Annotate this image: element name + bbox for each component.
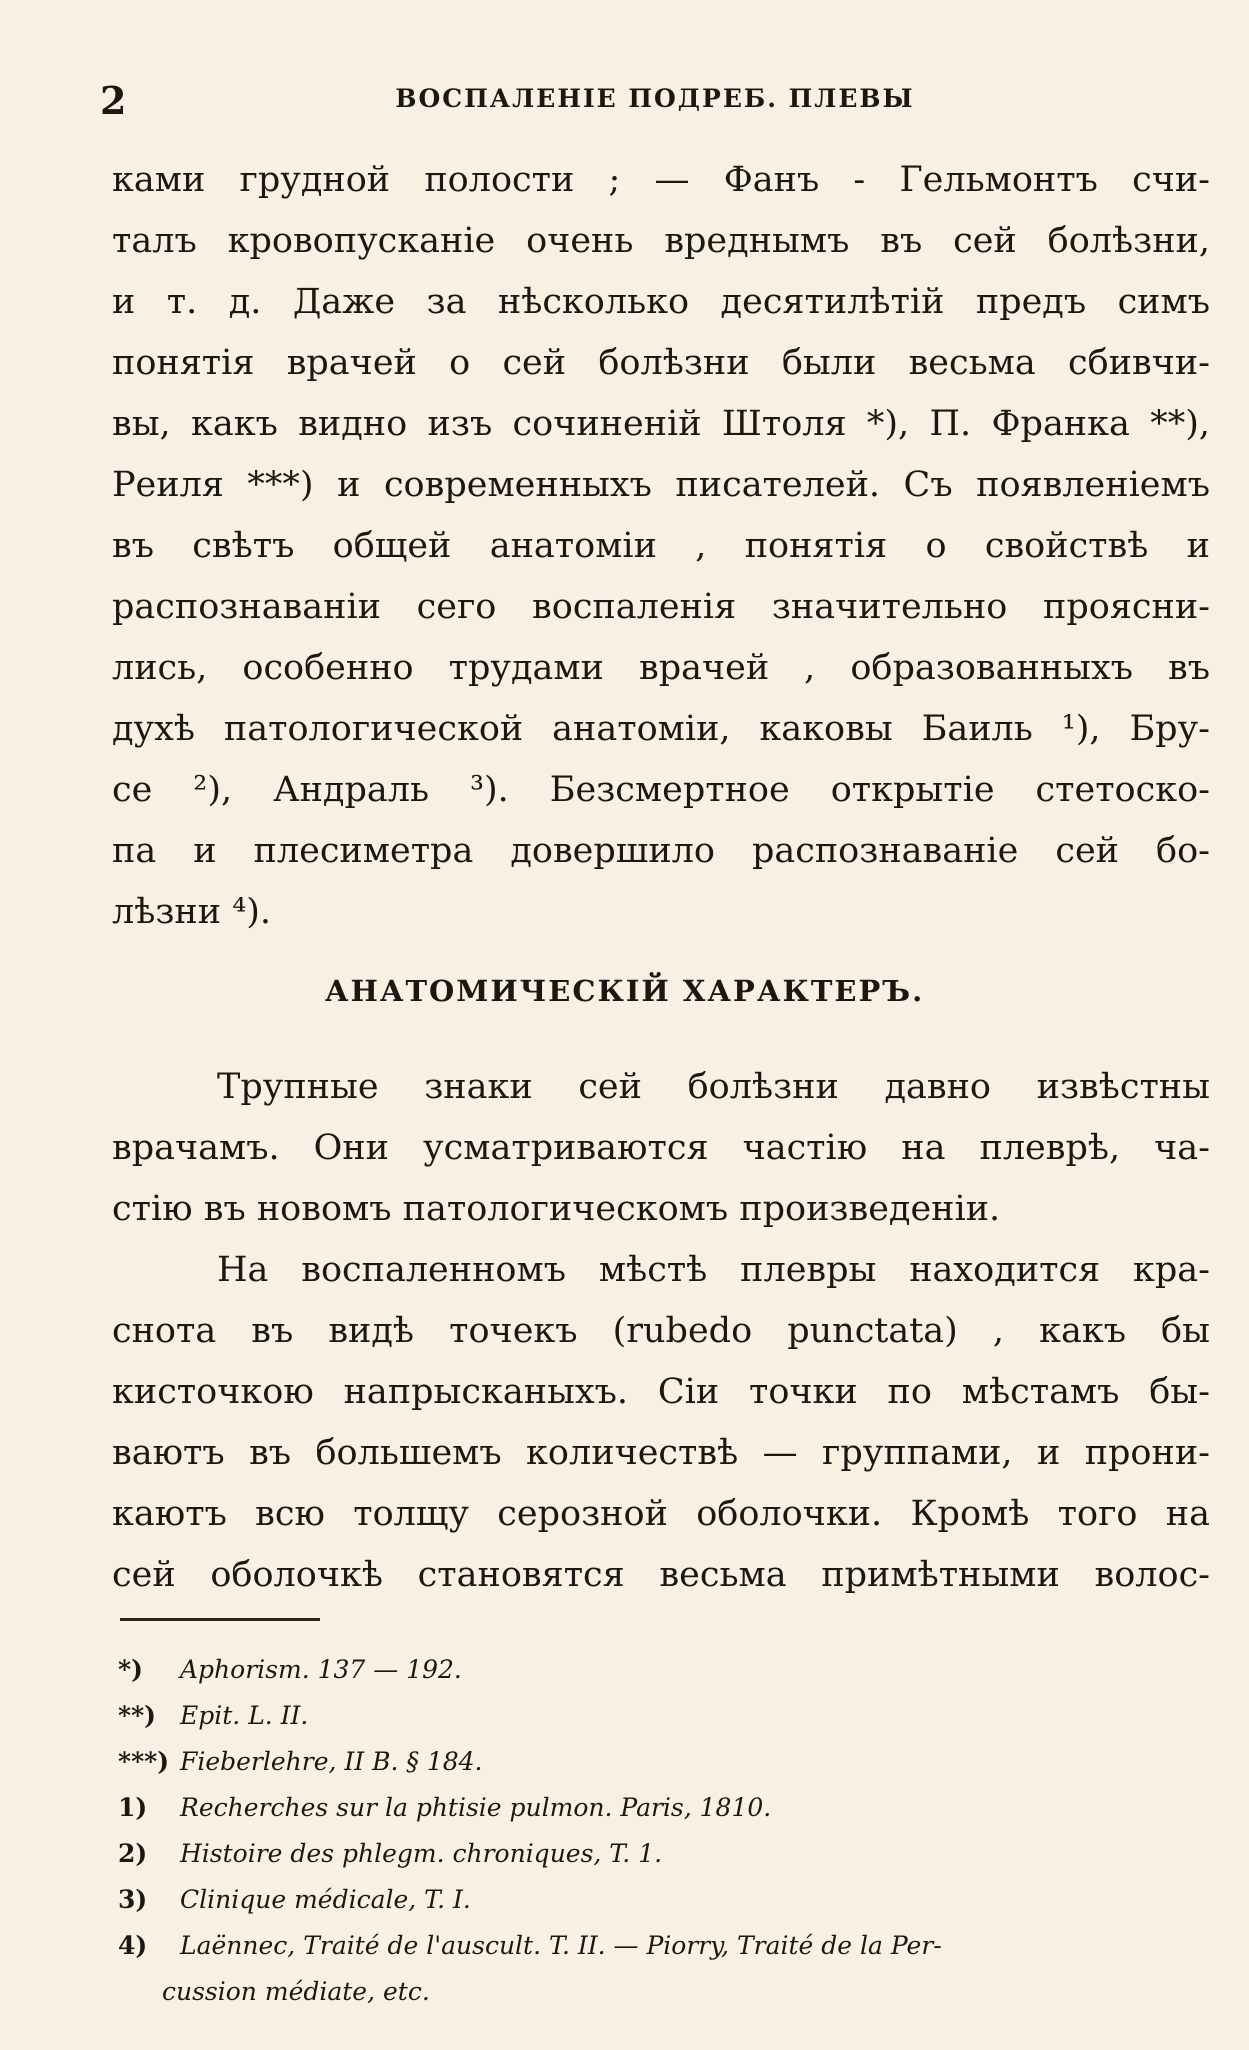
text-line: духѣ патологической анатоміи, каковы Баиль ¹), Бру- (112, 709, 1210, 749)
footnote-continuation (118, 1969, 1218, 2015)
footnote-text: Clinique médicale, T. I. (180, 1885, 471, 1914)
text-line: ками грудной полости ; — Фанъ - Гельмонтъ счи- (112, 160, 1210, 200)
text-line: въ свѣтъ общей анатоміи , понятія о свойствѣ и (112, 526, 1210, 566)
text-line: На воспаленномъ мѣстѣ плевры находится кра- (217, 1250, 1210, 1290)
footnote (118, 1923, 1218, 1969)
text-line: Трупные знаки сей болѣзни давно извѣстны (217, 1067, 1210, 1107)
footnote (118, 1831, 1218, 1877)
text-line: лись, особенно трудами врачей , образованныхъ въ (112, 648, 1210, 688)
footnote (118, 1647, 1218, 1693)
footnote-mark: 1) (118, 1793, 148, 1822)
footnote (118, 1739, 1218, 1785)
footnote-mark: 4) (118, 1931, 148, 1960)
footnote-text: Epit. L. II. (180, 1701, 309, 1730)
text-line: Реиля ***) и современныхъ писателей. Съ появленіемъ (112, 465, 1210, 505)
text-line: талъ кровопусканіе очень вреднымъ въ сей болѣзни, (112, 221, 1210, 261)
footnote-rule (120, 1618, 320, 1621)
footnote-text: Histoire des phlegm. chroniques, T. 1. (180, 1839, 663, 1868)
footnote-text: Fieberlehre, II B. § 184. (180, 1747, 483, 1776)
page-header (100, 78, 1210, 128)
text-line: ваютъ въ большемъ количествѣ — группами, и прони- (112, 1433, 1210, 1473)
footnote-mark: **) (118, 1701, 156, 1730)
text-line: снота въ видѣ точекъ (rubedo punctata) , какъ бы (112, 1311, 1210, 1351)
text-line: и т. д. Даже за нѣсколько десятилѣтій предъ симъ (112, 282, 1210, 322)
footnote-mark: ***) (118, 1747, 170, 1776)
text-line: лѣзни ⁴). (112, 892, 272, 932)
footnote-text: Aphorism. 137 — 192. (180, 1655, 462, 1684)
text-line: кисточкою напрысканыхъ. Сіи точки по мѣстамъ бы- (112, 1372, 1210, 1412)
text-line: се ²), Андраль ³). Безсмертное открытіе стетоско- (112, 770, 1210, 810)
footnote-text: cussion médiate, etc. (162, 1977, 430, 2006)
footnote (118, 1877, 1218, 1923)
text-line: вы, какъ видно изъ сочиненій Штоля *), П. Франка **), (112, 404, 1210, 444)
paragraph-history (112, 150, 1210, 943)
footnote (118, 1693, 1218, 1739)
text-line: па и плесиметра довершило распознаваніе сей бо- (112, 831, 1210, 871)
text-line: понятія врачей о сей болѣзни были весьма сбивчи- (112, 343, 1210, 383)
paragraph-block (112, 1057, 1210, 1606)
footnote-text: Laënnec, Traité de l'auscult. T. II. — Piorry, Traité de la Per- (180, 1931, 942, 1960)
text-line: врачамъ. Они усматриваются частію на плеврѣ, ча- (112, 1128, 1210, 1168)
footnotes (118, 1647, 1218, 2015)
footnote-mark: 2) (118, 1839, 148, 1868)
text-line: сей оболочкѣ становятся весьма примѣтными волос- (112, 1555, 1210, 1595)
section-heading: АНАТОМИЧЕСКІЙ ХАРАКТЕРЪ. (324, 974, 925, 1008)
text-line: каютъ всю толщу серозной оболочки. Кромѣ того на (112, 1494, 1210, 1534)
text-line: распознаваніи сего воспаленія значительно проясни- (112, 587, 1210, 627)
footnote (118, 1785, 1218, 1831)
text-line: стію въ новомъ патологическомъ произведеніи. (112, 1189, 1001, 1229)
footnote-mark: 3) (118, 1885, 148, 1914)
running-head: ВОСПАЛЕНІЕ ПОДРЕБ. ПЛЕВЫ (395, 84, 915, 113)
footnote-text: Recherches sur la phtisie pulmon. Paris, 1810. (180, 1793, 772, 1822)
page-number: 2 (100, 78, 127, 123)
footnote-mark: *) (118, 1655, 143, 1684)
